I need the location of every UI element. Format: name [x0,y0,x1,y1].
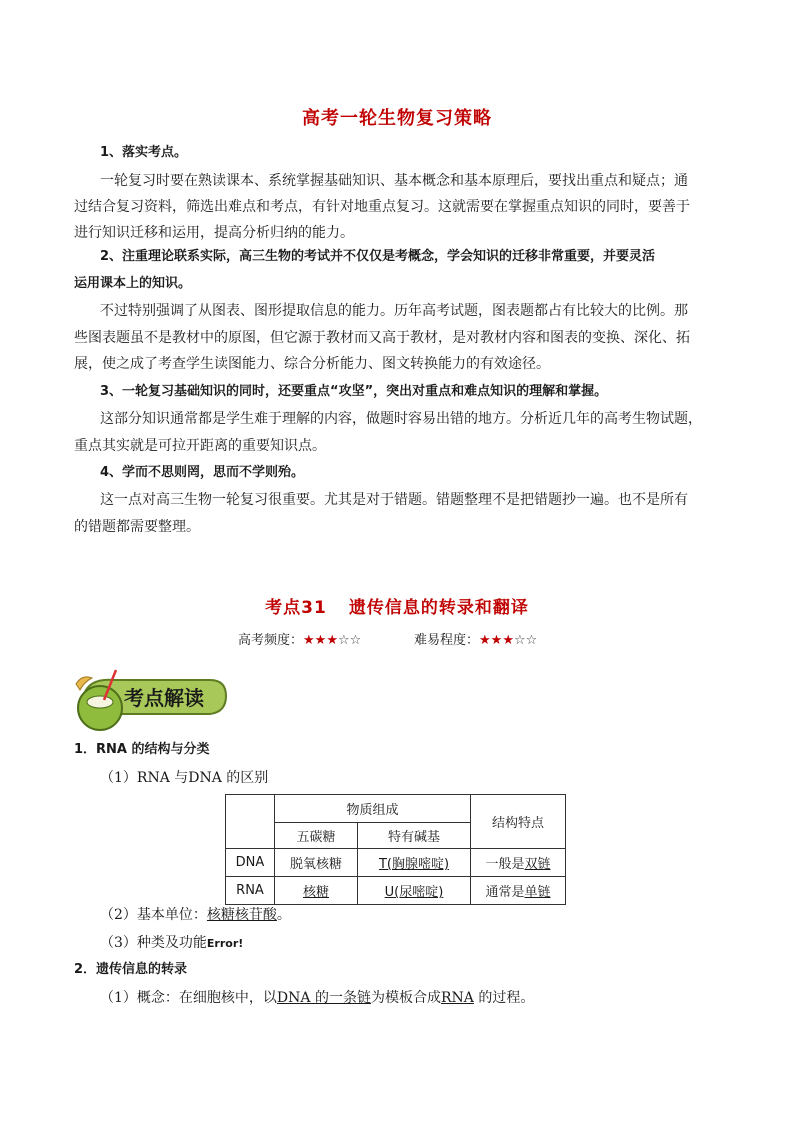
strategy-line: 4、学而不思则罔，思而不学则殆。 [100,465,305,480]
table-row-rna [226,877,566,905]
strategy-line: 2、注重理论联系实际，高三生物的考试并不仅仅是考概念，学会知识的迁移非常重要，并要灵活 [100,249,656,264]
row-name: RNA [226,877,275,905]
strategy-line: 过结合复习资料，筛选出难点和考点，有针对地重点复习。这就需要在掌握重点知识的同时，要善于 [74,199,690,215]
row-sugar: 核糖 [275,877,358,905]
section1-sub1: （1）RNA 与DNA 的区别 [100,770,269,786]
sub3-error: Error! [206,937,244,950]
sub2-prefix: （2）基本单位： [100,907,207,923]
diff-label: 难易程度： [414,633,480,648]
sub1-prefix: （1）概念：在细胞核中，以 [100,990,277,1006]
freq-stars-empty: ☆☆ [337,633,362,648]
section1-sub3 [100,933,750,954]
sub1-mid: 为模板合成 [370,990,441,1006]
strategy-line: 的错题都需要整理。 [74,519,200,535]
strategy-line: 这一点对高三生物一轮复习很重要。尤其是对于错题。错题整理不是把错题抄一遍。也不是所有 [100,492,688,508]
kaodian-title [0,593,794,618]
strategy-line: 运用课本上的知识。 [74,276,192,291]
row-structure: 通常是单链 [471,877,566,905]
header-sugar: 五碳糖 [275,823,358,849]
kaodian-badge-icon [70,664,228,734]
sub1-suffix: 的过程。 [473,990,535,1006]
kaodian-topic: 遗传信息的转录和翻译 [348,598,529,618]
exam-frequency [238,631,361,651]
row-sugar: 脱氧核糖 [275,849,358,877]
section2-heading: 2．遗传信息的转录 [74,962,188,977]
strategy-line: 展，使之成了考查学生读图能力、综合分析能力、图文转换能力的有效途径。 [74,356,550,372]
section1-heading: 1．RNA 的结构与分类 [74,742,210,757]
badge-text: 考点解读 [124,686,204,710]
header-structure: 结构特点 [471,795,566,849]
strategy-line: 这部分知识通常都是学生难于理解的内容，做题时容易出错的地方。分析近几年的高考生物试题， [100,411,702,427]
row-base: T(胸腺嘧啶) [358,849,471,877]
sub1-product: RNA [440,990,474,1006]
diff-stars-filled: ★★★ [479,633,514,648]
strategy-line: 1、落实考点。 [100,145,188,160]
header-substance: 物质组成 [275,795,471,823]
sub2-value: 核糖核苷酸 [206,907,277,923]
rna-dna-table [225,794,566,905]
table-corner [226,795,275,849]
freq-label: 高考频度： [238,633,304,648]
strategy-line: 重点其实就是可拉开距离的重要知识点。 [74,438,326,454]
kaodian-label: 考点31 [265,598,327,618]
diff-stars-empty: ☆☆ [513,633,538,648]
row-name: DNA [226,849,275,877]
sub3-prefix: （3）种类及功能 [100,935,207,951]
section1-sub2 [100,905,750,925]
difficulty-level [414,631,537,651]
freq-stars-filled: ★★★ [303,633,338,648]
strategy-line: 一轮复习时要在熟读课本、系统掌握基础知识、基本概念和基本原理后，要找出重点和疑点；通 [100,173,688,189]
section2-sub1 [100,988,750,1008]
sub2-suffix: 。 [276,907,291,923]
row-structure: 一般是双链 [471,849,566,877]
header-base: 特有碱基 [358,823,471,849]
strategy-line: 进行知识迁移和运用，提高分析归纳的能力。 [74,225,354,241]
sub1-template: DNA 的一条链 [276,990,371,1006]
table-row-dna [226,849,566,877]
row-base: U(尿嘧啶) [358,877,471,905]
strategy-line: 不过特别强调了从图表、图形提取信息的能力。历年高考试题，图表题都占有比较大的比例。那 [100,303,688,319]
strategy-line: 些图表题虽不是教材中的原图，但它源于教材而又高于教材，是对教材内容和图表的变换、深化、拓 [74,330,690,346]
strategy-title: 高考一轮生物复习策略 [302,108,492,129]
strategy-line: 3、一轮复习基础知识的同时，还要重点“攻坚”，突出对重点和难点知识的理解和掌握。 [100,384,608,399]
